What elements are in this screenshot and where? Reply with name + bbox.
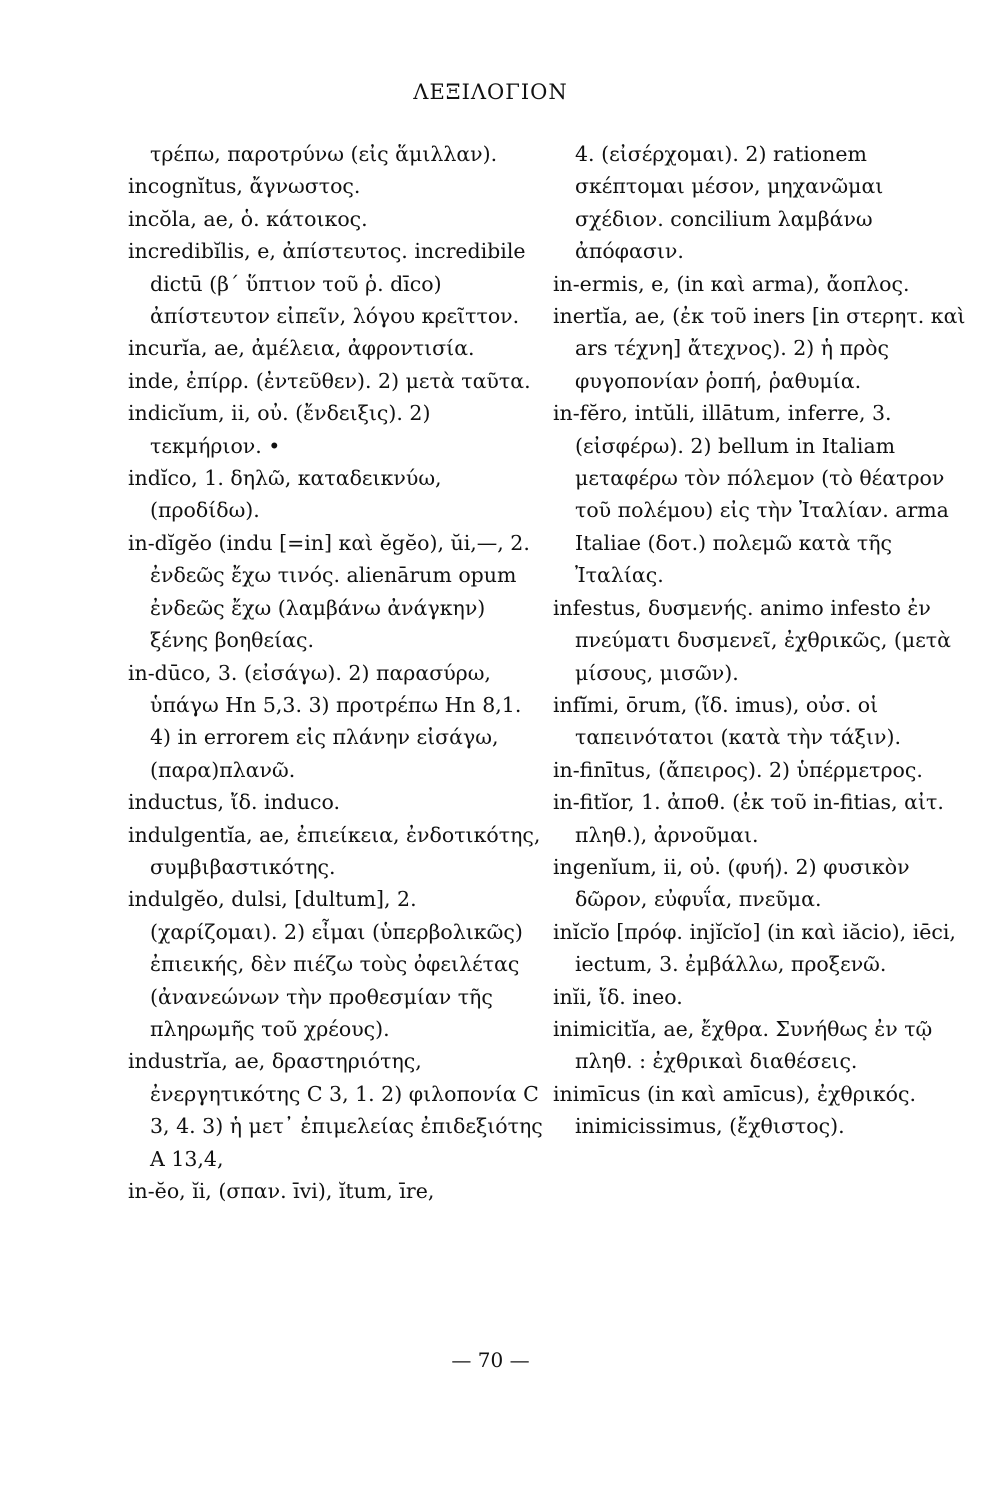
dictionary-entry: incurĭa, ae, ἀμέλεια, ἀφροντισία. [128,336,475,361]
dictionary-entry: industrĭa, ae, δραστηριότης, ἐνεργητικότης C 3, 1. 2) φιλοπονία C 3, 4. 3) ἡ μετ᾽ ἐπιμελείας ἐπιδεξιότης Α 13,4, [128,1049,543,1171]
dictionary-entry: indicĭum, ii, οὐ. (ἔνδειξις). 2) τεκμήριον. • [128,401,431,458]
dictionary-entry: in-ĕo, ĭi, (σπαν. īvi), ĭtum, īre, [128,1179,435,1203]
dictionary-entry: in-dūco, 3. (εἰσάγω). 2) παρασύρω, ὑπάγω Ηn 5,3. 3) προτρέπω Ηn 8,1. 4) in errorem εἰς πλάνην εἰσάγω, (παρα)πλανῶ. [128,660,522,782]
dictionary-entry: inimicitĭa, ae, ἔχθρα. Συνήθως ἐν τῷ πληθ. : ἐχθρικαὶ διαθέσεις. [553,1016,933,1074]
running-head: ΛΕΞΙΛΟΓΙΟΝ [413,80,568,104]
dictionary-entry: inĭi, ἴδ. ineo. [553,984,683,1009]
dictionary-entry: 4. (εἰσέρχομαι). 2) rationem σκέπτομαι μέσον, μηχανῶμαι σχέδιον. concilium λαμβάνω ἀπόφασιν. [575,142,884,264]
dictionary-entry: infestus, δυσμενής. animo infesto ἐν πνεύματι δυσμενεῖ, ἐχθρικῶς, (μετὰ μίσους, μισῶν). [553,595,951,685]
dictionary-entry: in-fĕro, intŭli, illātum, inferre, 3. (εἰσφέρω). 2) bellum in Italiam μεταφέρω τὸν πόλεμον (τὸ θέατρον τοῦ πολέμου) εἰς τὴν Ἰταλίαν. arma Italiae (δοτ.) πολεμῶ κατὰ τῆς Ἰταλίας. [553,401,949,588]
dictionary-entry: inĭcĭo [πρόφ. injĭcĭo] (in καὶ iăcio), iēci, iectum, 3. ἐμβάλλω, προξενῶ. [553,919,956,977]
dictionary-entry: inertĭa, ae, (ἐκ τοῦ iners [in στερητ. καὶ ars τέχνη] ἄτεχνος). 2) ἡ πρὸς φυγοπονίαν ῥοπή, ῥαθυμία. [553,304,966,393]
dictionary-entry: in-dĭgĕo (indu [=in] καὶ ĕgĕo), ŭi,—, 2. ἐνδεῶς ἔχω τινός. alienārum opum ἐνδεῶς ἔχω (λαμβάνω ἀνάγκην) ξένης βοηθείας. [128,530,530,653]
dictionary-entry: indĭco, 1. δηλῶ, καταδεικνύω, (προδίδω). [128,466,442,523]
dictionary-entry: ingenĭum, ii, οὐ. (φυή). 2) φυσικὸν δῶρον, εὐφυΐα, πνεῦμα. [553,854,910,912]
left-column [128,138,548,1207]
dictionary-entry: incredibĭlis, e, ἀπίστευτος. incredibile dictū (β΄ ὕπτιον τοῦ ῥ. dīco) ἀπίστευτον εἰπεῖν, λόγου κρεῖττον. [128,239,526,329]
dictionary-entry: inductus, ἴδ. induco. [128,790,341,815]
dictionary-entry: inimīcus (in καὶ amīcus), ἐχθρικός. inimicissimus, (ἔχθιστος). [553,1081,916,1139]
page-number: — 70 — [451,1348,530,1372]
dictionary-entry: in-fitĭor, 1. ἀποθ. (ἐκ τοῦ in-fitias, αἰτ. πληθ.), ἀρνοῦμαι. [553,790,944,847]
dictionary-entry: in-ermis, e, (in καὶ arma), ἄοπλος. [553,271,910,296]
dictionary-entry: in-finītus, (ἄπειρος). 2) ὑπέρμετρος. [553,757,923,782]
dictionary-entry: indulgentĭa, ae, ἐπιείκεια, ἐνδοτικότης, συμβιβαστικότης. [128,822,541,879]
dictionary-entry: infĭmi, ōrum, (ἴδ. imus), οὐσ. οἱ ταπεινότατοι (κατὰ τὴν τάξιν). [553,692,901,750]
dictionary-entry: incognĭtus, ἄγνωστος. [128,174,361,199]
right-column [553,138,968,1143]
dictionary-entry: inde, ἐπίρρ. (ἐντεῦθεν). 2) μετὰ ταῦτα. [128,368,531,393]
dictionary-entry: incŏla, ae, ὁ. κάτοικος. [128,206,368,231]
dictionary-entry: indulgĕo, dulsi, [dultum], 2. (χαρίζομαι). 2) εἶμαι (ὑπερβολικῶς) ἐπιεικής, δὲν πιέζω τοὺς ὀφειλέτας (ἀνανεώνων τὴν προθεσμίαν τῆς πληρωμῆς τοῦ χρέους). [128,887,523,1041]
dictionary-entry: τρέπω, παροτρύνω (εἰς ἅμιλλαν). [150,142,498,166]
